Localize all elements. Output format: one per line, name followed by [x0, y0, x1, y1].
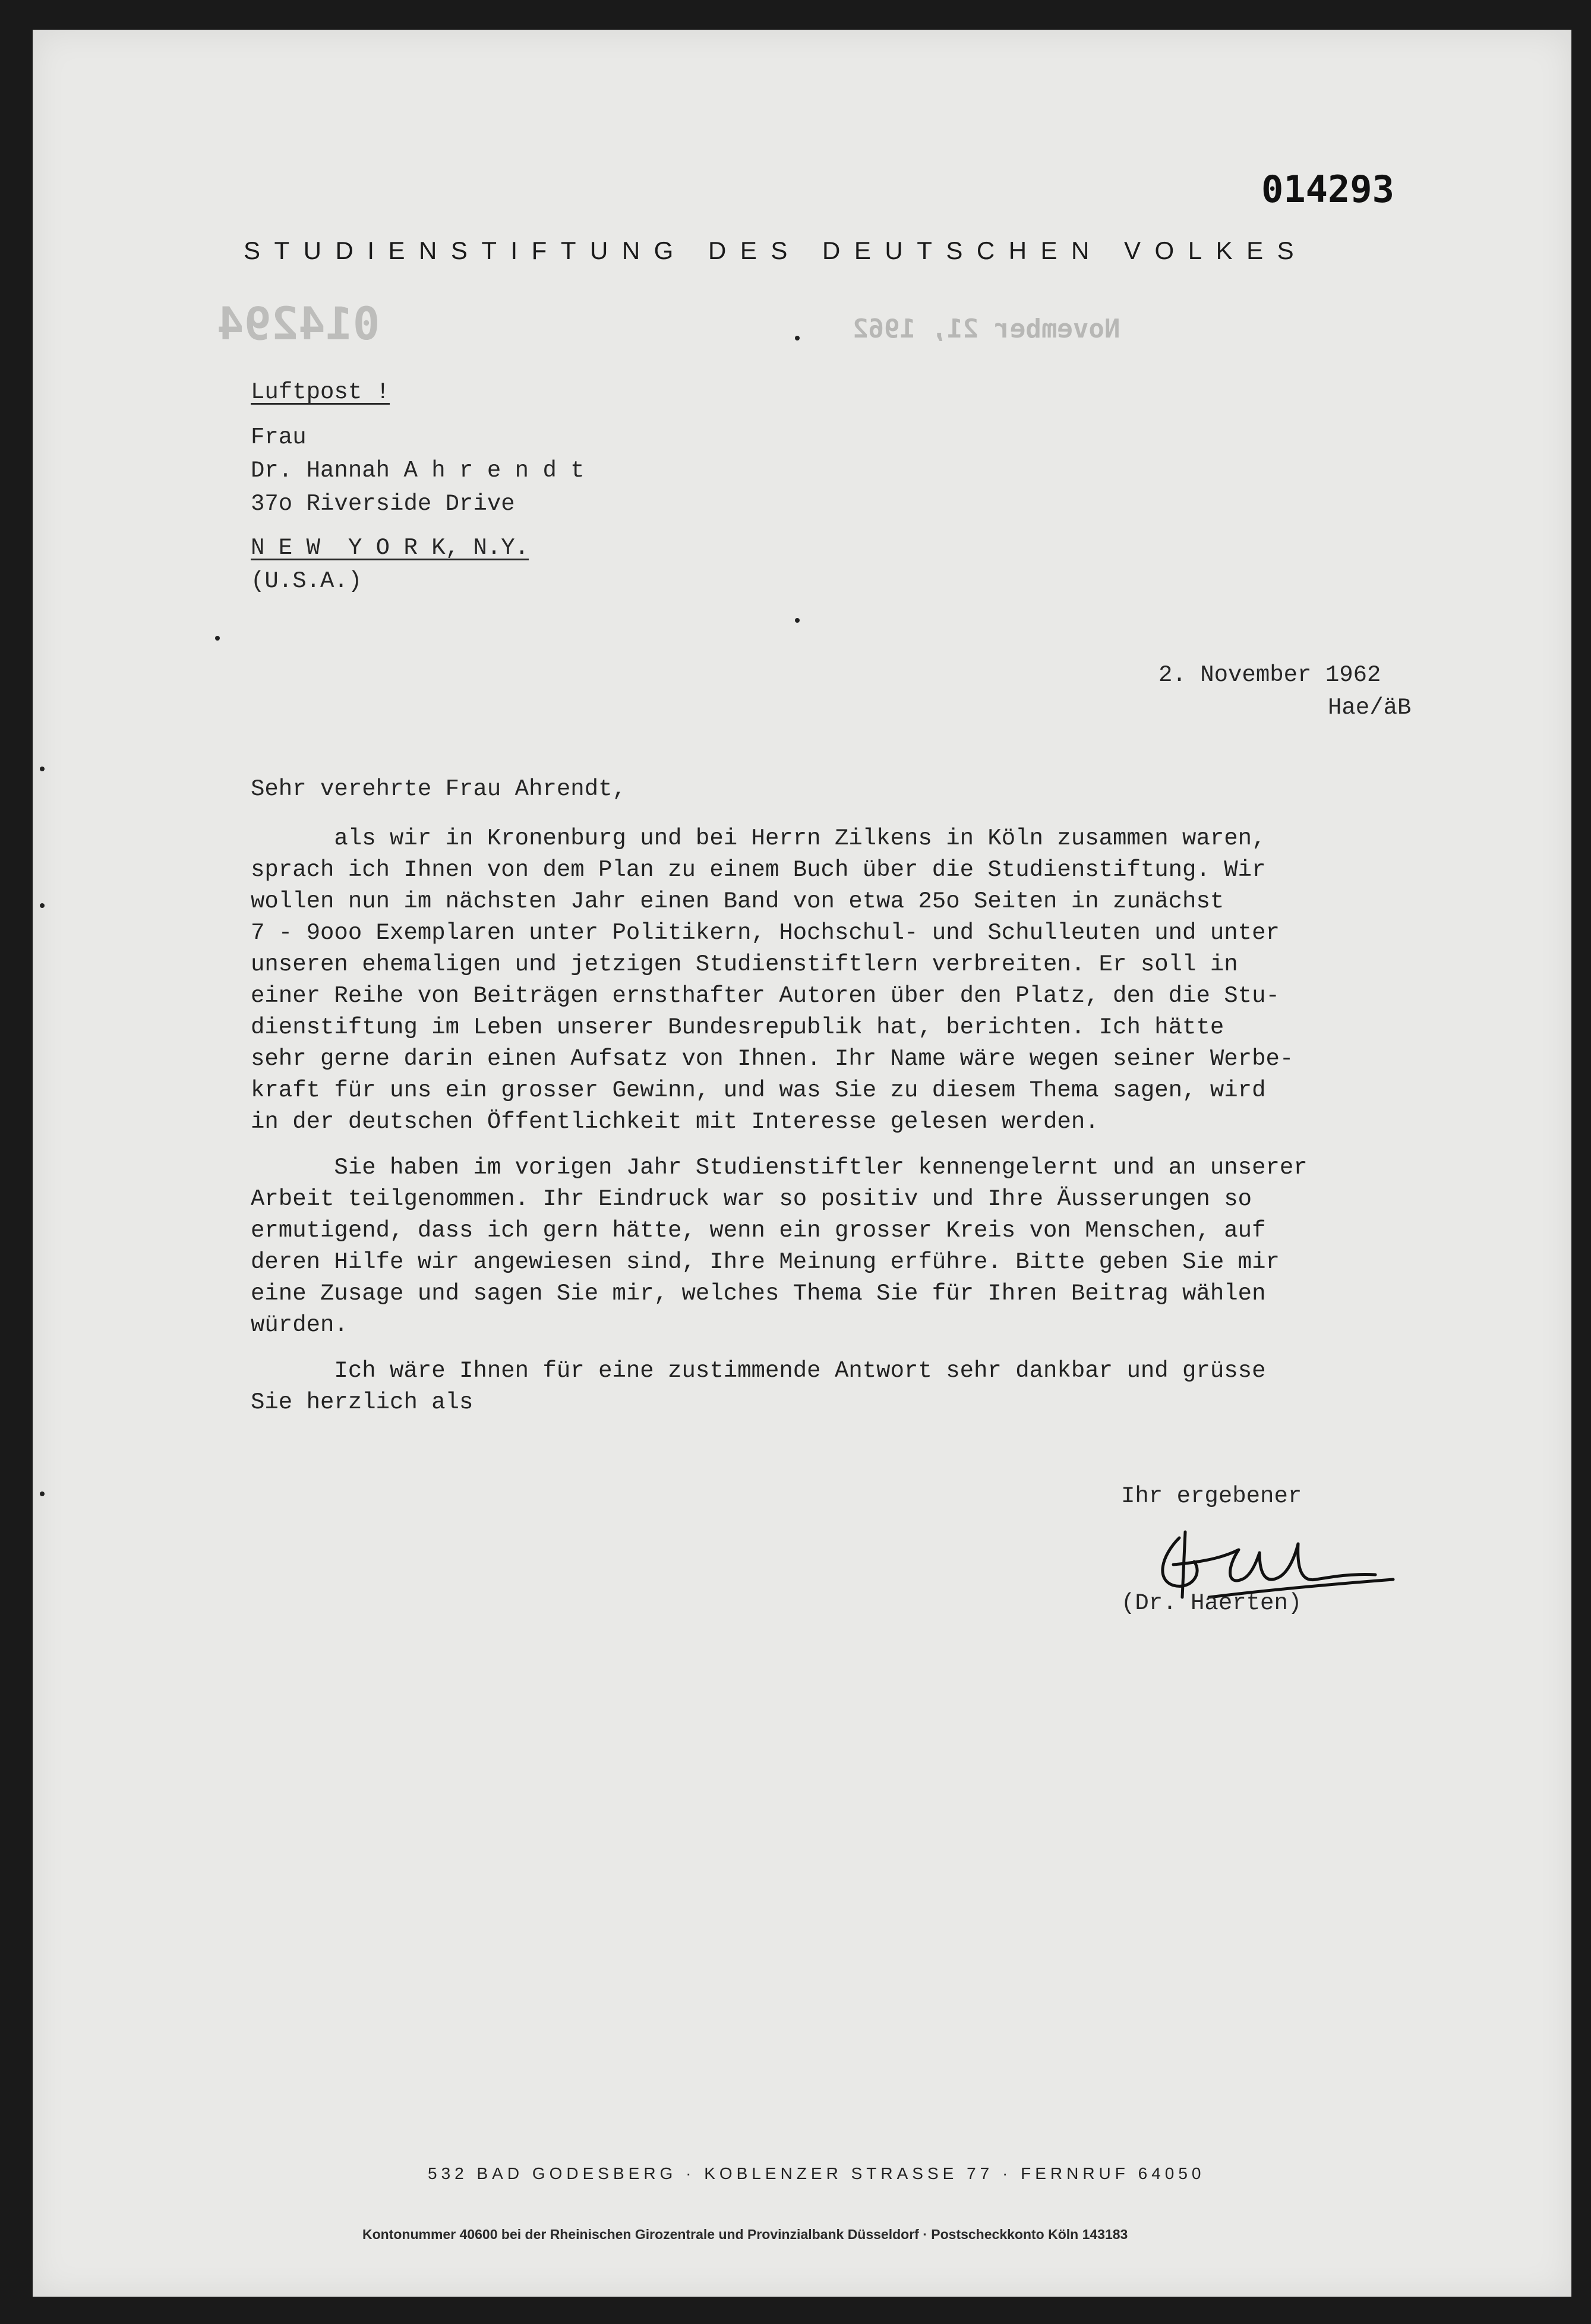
recipient-address: [251, 421, 585, 598]
greeting: Sehr verehrte Frau Ahrendt,: [251, 776, 626, 802]
punch-mark: [795, 618, 800, 623]
organization-letterhead: STUDIENSTIFTUNG DES DEUTSCHEN VOLKES: [244, 237, 1308, 264]
footer-address: 532 BAD GODESBERG · KOBLENZER STRASSE 77 · FERNRUF 64050: [428, 2164, 1205, 2183]
punch-mark: [215, 636, 220, 641]
letter-date: 2. November 1962: [1158, 662, 1381, 688]
punch-mark: [795, 336, 800, 340]
recipient-country: (U.S.A.): [251, 568, 362, 594]
body-paragraph: Ich wäre Ihnen für eine zustimmende Antwort sehr dankbar und grüsse Sie herzlich als: [251, 1358, 1266, 1415]
punch-mark: [40, 767, 45, 771]
letter-page: [33, 30, 1571, 2297]
reference-code: Hae/äB: [1328, 695, 1412, 721]
body-paragraph: Sie haben im vorigen Jahr Studienstiftler kennengelernt und an unserer Arbeit teilgenommen. Ihr Eindruck war so positiv und Ihre Äusserungen so ermutigend, dass ich gern hätte, wenn ein grosser Kreis von Menschen, auf deren Hilfe wir angewiesen sind, Ihre Meinung erführe. Bitte geben Sie mir eine Zusage und sagen Sie mir, welches Thema Sie für Ihren Beitrag wählen würden.: [251, 1155, 1308, 1338]
letter-body: [251, 823, 1504, 1433]
closing: Ihr ergebener: [1121, 1483, 1302, 1509]
footer-bank: Kontonummer 40600 bei der Rheinischen Girozentrale und Provinzialbank Düsseldorf · Postscheckkonto Köln 143183: [362, 2227, 1128, 2242]
signatory-name: (Dr. Haerten): [1121, 1590, 1302, 1616]
punch-mark: [40, 903, 45, 908]
document-number: 014293: [1261, 168, 1394, 211]
bleed-through-number: 014294: [217, 297, 380, 350]
recipient-salutation: Frau: [251, 424, 307, 450]
recipient-street: 37o Riverside Drive: [251, 491, 515, 517]
bleed-through-date: November 21, 1962: [853, 314, 1120, 344]
punch-mark: [40, 1491, 45, 1496]
recipient-city: N E W Y O R K, N.Y.: [251, 535, 529, 561]
body-paragraph: als wir in Kronenburg und bei Herrn Zilkens in Köln zusammen waren, sprach ich Ihnen von dem Plan zu einem Buch über die Studienstiftung. Wir wollen nun im nächsten Jahr einen Band von etwa 25o Seiten in zunächst 7 - 9ooo Exemplaren unter Politikern, Hochschul- und Schulleuten und unter unseren ehemaligen und jetzigen Studienstiftlern verbreiten. Er soll in einer Reihe von Beiträgen ernsthafter Autoren über den Platz, den die Stu- dienstiftung im Leben unserer Bundesrepublik hat, berichten. Ich hätte sehr gerne darin einen Aufsatz von Ihnen. Ihr Name wäre wegen seiner Werbe- kraft für uns ein grosser Gewinn, und was Sie zu diesem Thema sagen, wird in der deutschen Öffentlichkeit mit Interesse gelesen werden.: [251, 825, 1294, 1135]
airmail-mark: Luftpost !: [251, 379, 390, 405]
recipient-name: Dr. Hannah A h r e n d t: [251, 458, 585, 484]
